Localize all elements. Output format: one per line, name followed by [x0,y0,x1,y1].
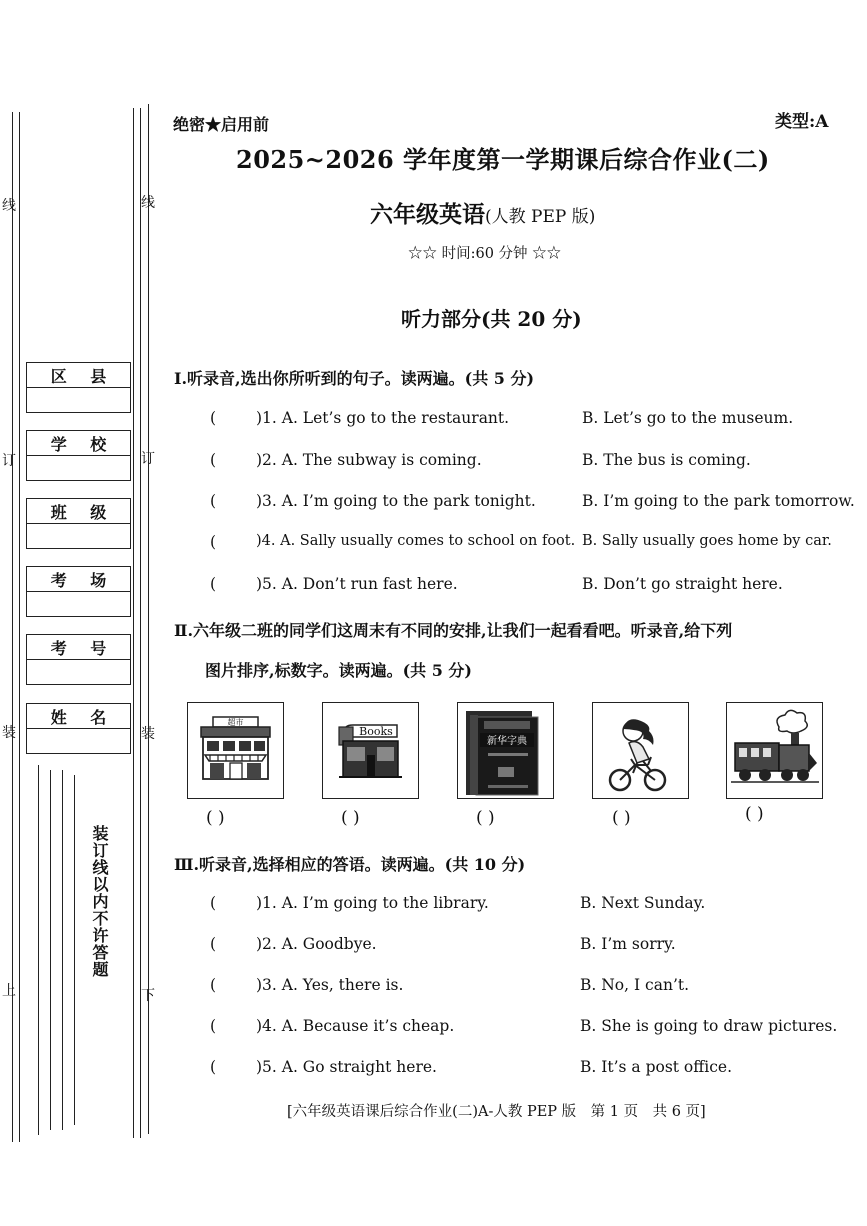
option-b: B. Sally usually goes home by car. [582,533,832,549]
option-b: B. I’m sorry. [580,935,676,953]
option-b: B. It’s a post office. [580,1058,733,1076]
section2-title-line2: 图片排序,标数字。读两遍。(共 5 分) [205,661,472,680]
option-b: B. The bus is coming. [582,451,751,469]
supermarket-sign: 超市 [227,718,244,727]
option-b: B. Next Sunday. [580,894,706,912]
field-label: 区 [50,366,67,386]
field-district [26,362,131,413]
field-name [26,703,131,754]
option-a: )1. A. I’m going to the library. [256,894,489,912]
margin-char: 订 [2,453,16,469]
district-blank[interactable] [27,388,130,412]
picture-answer-paren[interactable]: ( ) [341,808,360,828]
margin-char: 装 [2,725,16,741]
picture-answer-paren[interactable]: ( ) [476,808,495,828]
margin-line [74,775,75,1125]
girl-bike-icon [592,702,689,799]
field-label: 姓 [50,707,67,727]
margin-line [50,770,51,1130]
subject-edition: (人教 PEP 版) [485,207,596,227]
field-exam-room [26,566,131,617]
margin-char: 线 [2,198,16,214]
option-a: )5. A. Don’t run fast here. [256,575,458,593]
page-footer: [六年级英语课后综合作业(二)A-人教 PEP 版 第 1 页 共 6 页] [287,1104,706,1120]
option-b: B. She is going to draw pictures. [580,1017,838,1035]
field-label: 考 [50,570,67,590]
dictionary-title: 新华字典 [487,736,527,747]
answer-paren[interactable]: ( [210,575,217,593]
bookstore-icon [322,702,419,799]
field-label: 学 [50,434,67,454]
field-label: 级 [90,502,107,522]
field-label: 县 [90,366,107,386]
answer-paren[interactable]: ( [210,409,217,427]
type-label: 类型:A [775,112,829,132]
section2-title-line1: Ⅱ.六年级二班的同学们这周末有不同的安排,让我们一起看看吧。听录音,给下列 [174,621,733,640]
field-label: 号 [90,638,107,658]
option-b: B. I’m going to the park tomorrow. [582,492,855,510]
answer-paren[interactable]: ( [210,451,217,469]
school-blank[interactable] [27,456,130,480]
section3-title: Ⅲ.听录音,选择相应的答语。读两遍。(共 10 分) [174,855,526,874]
answer-paren[interactable]: ( [210,533,217,551]
option-a: )4. A. Because it’s cheap. [256,1017,455,1035]
margin-char: 上 [2,983,16,999]
picture-answer-paren[interactable]: ( ) [745,804,764,824]
field-label: 校 [90,434,107,454]
picture-answer-paren[interactable]: ( ) [612,808,631,828]
option-b: B. No, I can’t. [580,976,690,994]
supermarket-icon [187,702,284,799]
exam-time: ☆☆ 时间:60 分钟 ☆☆ [408,246,562,262]
option-a: )3. A. Yes, there is. [256,976,404,994]
margin-line [19,112,20,1142]
option-a: )2. A. Goodbye. [256,935,377,953]
option-b: B. Let’s go to the museum. [582,409,794,427]
option-b: B. Don’t go straight here. [582,575,783,593]
binding-notice: 装订线以内不许答题 [90,825,109,978]
train-icon [726,702,823,799]
margin-char: 订 [141,451,155,467]
exam-room-blank[interactable] [27,592,130,616]
field-label: 考 [50,638,67,658]
page-title: 2025~2026 学年度第一学期课后综合作业(二) [236,145,770,174]
margin-line [133,108,134,1138]
name-blank[interactable] [27,729,130,753]
margin-char: 下 [141,988,155,1004]
answer-paren[interactable]: ( [210,1017,217,1035]
section1-title: Ⅰ.听录音,选出你所听到的句子。读两遍。(共 5 分) [174,369,535,388]
listening-title: 听力部分(共 20 分) [401,307,582,331]
picture-answer-paren[interactable]: ( ) [206,808,225,828]
class-blank[interactable] [27,524,130,548]
exam-number-blank[interactable] [27,660,130,684]
field-exam-number [26,634,131,685]
margin-char: 线 [141,195,155,211]
answer-paren[interactable]: ( [210,935,217,953]
option-a: )3. A. I’m going to the park tonight. [256,492,536,510]
option-a: )5. A. Go straight here. [256,1058,437,1076]
answer-paren[interactable]: ( [210,492,217,510]
dictionary-icon [457,702,554,799]
option-a: )4. A. Sally usually comes to school on foot. [256,533,576,549]
margin-line [38,765,39,1135]
bookstore-sign: Books [359,725,393,738]
margin-char: 装 [141,726,155,742]
field-label: 班 [50,502,67,522]
margin-line [62,770,63,1130]
option-a: )2. A. The subway is coming. [256,451,482,469]
answer-paren[interactable]: ( [210,976,217,994]
subject-main: 六年级英语 [370,201,485,228]
field-label: 名 [90,707,107,727]
margin-line [148,104,149,1134]
option-a: )1. A. Let’s go to the restaurant. [256,409,510,427]
secret-label: 绝密★启用前 [173,115,270,134]
answer-paren[interactable]: ( [210,894,217,912]
margin-line [140,108,141,1138]
subject-title [370,196,595,229]
field-school [26,430,131,481]
field-label: 场 [90,570,107,590]
answer-paren[interactable]: ( [210,1058,217,1076]
field-class [26,498,131,549]
